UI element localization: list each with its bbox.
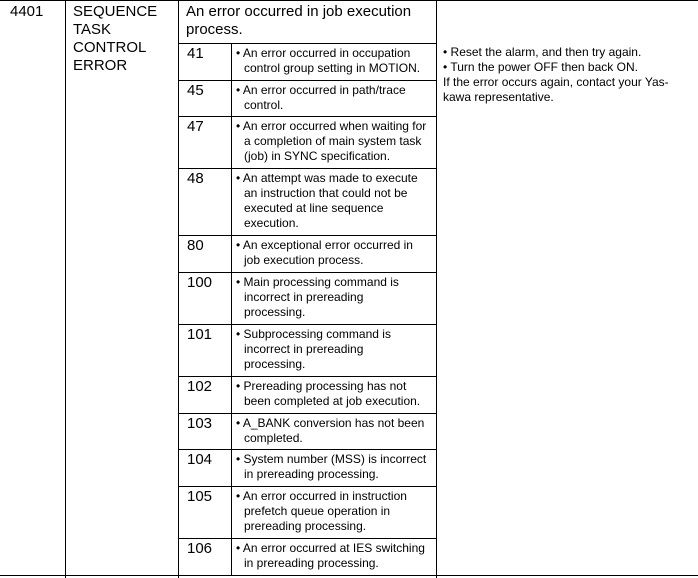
subcode-description-line: (job) in SYNC specification. [244, 149, 391, 163]
subcode-number: 45 [187, 82, 204, 99]
row-divider [178, 235, 437, 236]
subcode-number: 80 [187, 237, 204, 254]
subcode-description-line: • An error occurred in instruction [236, 489, 407, 503]
subcode-description [236, 238, 413, 268]
subcode-description-line: job execution process. [244, 253, 364, 267]
subcode-description-line: • A_BANK conversion has not been [236, 416, 425, 430]
subcode-description-line: incorrect in prereading [244, 290, 364, 304]
remedy-line: • Reset the alarm, and then try again. [443, 45, 642, 59]
subcode-number: 104 [187, 451, 213, 468]
row-divider [178, 272, 437, 273]
remedy-line: • Turn the power OFF then back ON. [443, 60, 638, 74]
subcode-description-line: incorrect in prereading [244, 342, 364, 356]
row-divider [178, 486, 437, 487]
alarm-name-line: ERROR [73, 57, 128, 74]
row-divider [178, 376, 437, 377]
subcode-description-line: been completed at job execution. [244, 394, 421, 408]
subcode-description [236, 83, 406, 113]
subcode-number: 102 [187, 378, 213, 395]
subcode-description-line: • Subprocessing command is [236, 327, 391, 341]
subcode-description [236, 416, 424, 446]
subcode-description-line: control group setting in MOTION. [244, 61, 421, 75]
row-divider [178, 575, 437, 576]
subcode-description-line: • Prereading processing has not [236, 379, 407, 393]
subcode-description-line: in prereading processing. [244, 556, 379, 570]
row-divider [178, 43, 437, 44]
subcode-description-line: • An error occurred in path/trace [236, 83, 406, 97]
subcode-number: 41 [187, 45, 204, 62]
subcode-description-line: prefetch queue operation in [244, 504, 391, 518]
remedy-line: kawa representative. [443, 90, 554, 104]
subcode-description-line: processing. [244, 305, 306, 319]
column-divider [178, 0, 179, 578]
subcode-description-line: • An error occurred in occupation [236, 46, 411, 60]
subcode-description [236, 489, 407, 534]
subcode-description-line: • An exceptional error occurred in [236, 238, 413, 252]
subcode-description-line: an instruction that could not be [244, 186, 408, 200]
subcode-description-line: • System number (MSS) is incorrect [236, 452, 427, 466]
subcode-description-line: • An attempt was made to execute [236, 171, 418, 185]
subcode-description-line: processing. [244, 357, 306, 371]
alarm-description [186, 3, 411, 39]
subcode-description-line: execution. [244, 216, 299, 230]
subcode-description-line: control. [244, 98, 284, 112]
subcode-number: 101 [187, 326, 213, 343]
row-divider [178, 324, 437, 325]
column-divider [436, 0, 437, 578]
subcode-number: 106 [187, 540, 213, 557]
subcode-description [236, 119, 426, 164]
subcode-number: 103 [187, 415, 213, 432]
table-top-border [0, 0, 698, 1]
description-line: process. [186, 21, 243, 38]
subcode-description-line: in prereading processing. [244, 467, 379, 481]
cell-divider [231, 43, 232, 575]
subcode-description [236, 541, 425, 571]
row-divider [178, 538, 437, 539]
subcode-number: 47 [187, 118, 204, 135]
column-divider [65, 0, 66, 578]
subcode-description-line: executed at line sequence [244, 201, 384, 215]
subcode-description [236, 275, 399, 320]
subcode-description [236, 46, 420, 76]
subcode-description-line: • An error occurred at IES switching [236, 541, 425, 555]
subcode-description-line: prereading processing. [244, 519, 367, 533]
subcode-description-line: • An error occurred when waiting for [236, 119, 427, 133]
alarm-name-line: SEQUENCE [73, 3, 158, 20]
row-divider [178, 116, 437, 117]
subcode-number: 100 [187, 274, 213, 291]
row-divider [178, 80, 437, 81]
subcode-number: 105 [187, 488, 213, 505]
subcode-number: 48 [187, 170, 204, 187]
alarm-name [73, 3, 157, 75]
alarm-name-line: TASK [73, 21, 112, 38]
subcode-description-line: a completion of main system task [244, 134, 422, 148]
subcode-description [236, 379, 420, 409]
row-divider [178, 449, 437, 450]
row-divider [178, 168, 437, 169]
row-divider [178, 413, 437, 414]
subcode-description-line: • Main processing command is [236, 275, 399, 289]
subcode-description [236, 452, 426, 482]
subcode-description [236, 327, 391, 372]
alarm-number: 4401 [10, 3, 44, 20]
subcode-description [236, 171, 418, 231]
remedy-text [443, 45, 669, 105]
subcode-description-line: completed. [244, 431, 303, 445]
alarm-name-line: CONTROL [73, 39, 147, 56]
description-line: An error occurred in job execution [186, 3, 412, 20]
remedy-line: If the error occurs again, contact your Yas- [443, 75, 669, 89]
